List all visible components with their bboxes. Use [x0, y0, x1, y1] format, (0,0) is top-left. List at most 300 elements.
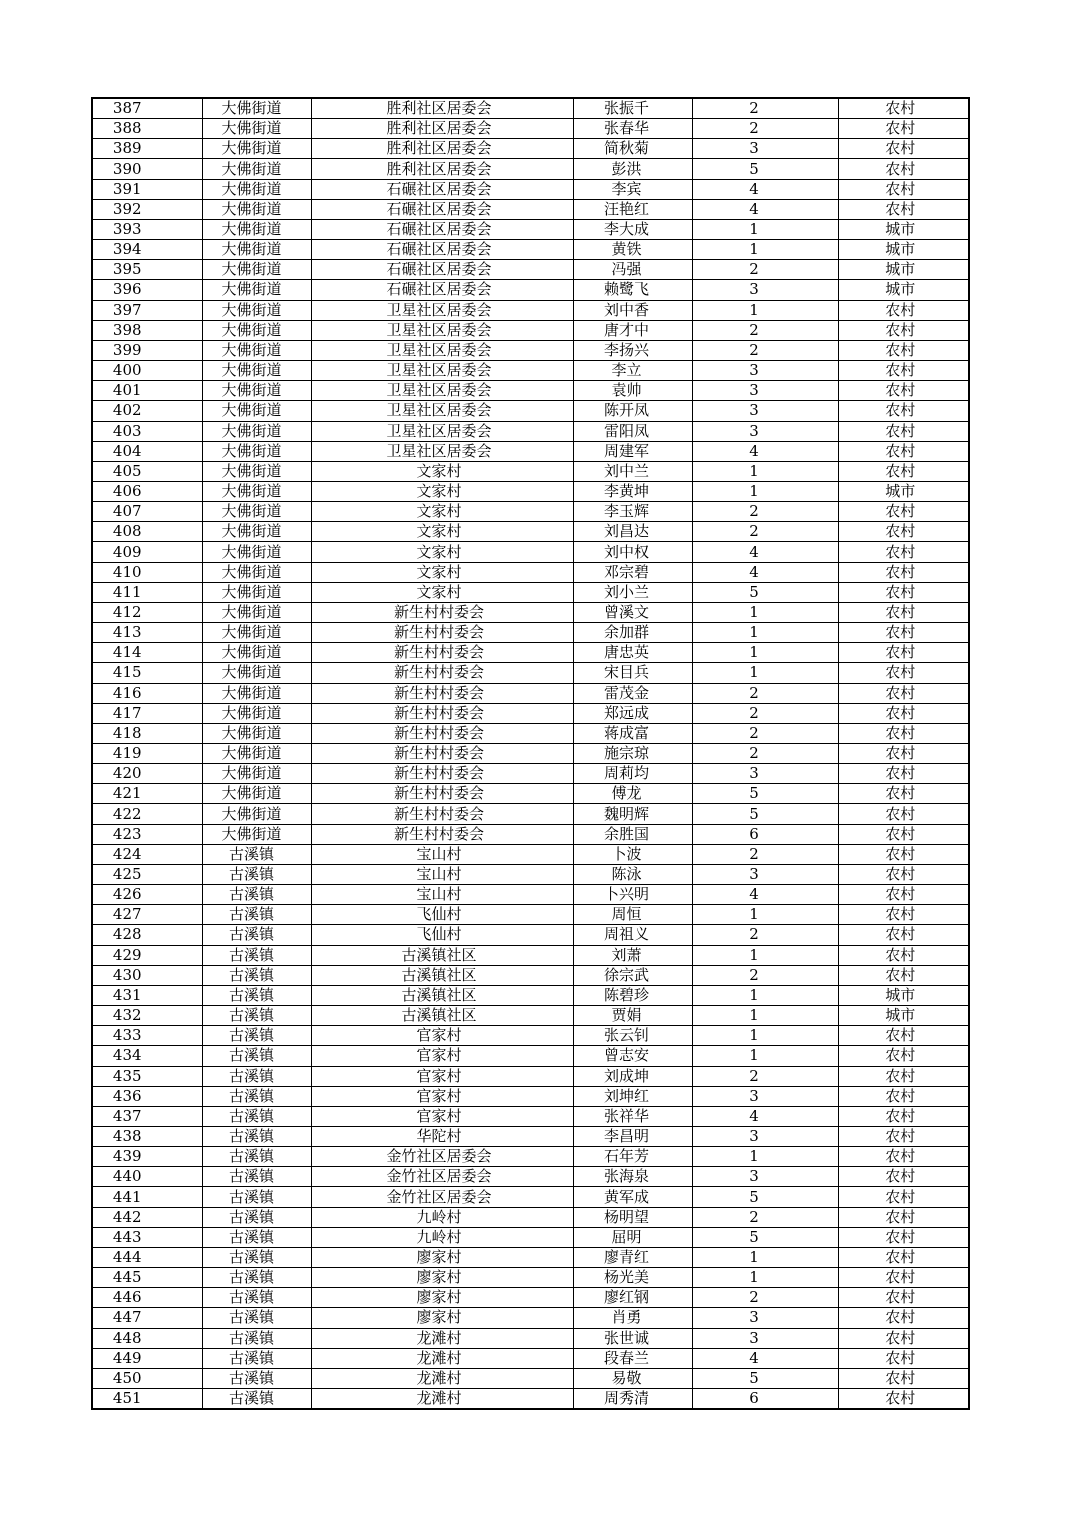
table-row [92, 441, 969, 461]
street-town-cell: 大佛街道 [202, 744, 311, 764]
table-row [92, 562, 969, 582]
type-cell: 农村 [838, 582, 969, 602]
community-cell: 古溪镇社区 [311, 945, 573, 965]
person-name-cell: 冯强 [573, 260, 692, 280]
table-row [92, 824, 969, 844]
community-cell: 石碾社区居委会 [311, 260, 573, 280]
street-town-cell: 古溪镇 [202, 1247, 311, 1267]
street-town-cell: 大佛街道 [202, 320, 311, 340]
table-row [92, 582, 969, 602]
person-name-cell: 刘中权 [573, 542, 692, 562]
type-cell: 农村 [838, 804, 969, 824]
street-town-cell: 古溪镇 [202, 1348, 311, 1368]
community-cell: 卫星社区居委会 [311, 421, 573, 441]
table-row [92, 381, 969, 401]
row-number-cell: 417 [92, 703, 202, 723]
street-town-cell: 大佛街道 [202, 683, 311, 703]
street-town-cell: 大佛街道 [202, 502, 311, 522]
person-name-cell: 李玉辉 [573, 502, 692, 522]
type-cell: 农村 [838, 643, 969, 663]
person-name-cell: 杨明望 [573, 1207, 692, 1227]
community-cell: 石碾社区居委会 [311, 199, 573, 219]
street-town-cell: 古溪镇 [202, 1389, 311, 1410]
table-row [92, 1046, 969, 1066]
table-row [92, 260, 969, 280]
table-row [92, 139, 969, 159]
table-row [92, 683, 969, 703]
person-name-cell: 周秀清 [573, 1389, 692, 1410]
community-cell: 文家村 [311, 562, 573, 582]
table-row [92, 1368, 969, 1388]
table-row [92, 280, 969, 300]
type-cell: 农村 [838, 441, 969, 461]
community-cell: 新生村村委会 [311, 784, 573, 804]
type-cell: 农村 [838, 602, 969, 622]
count-cell: 2 [692, 320, 838, 340]
count-cell: 2 [692, 1288, 838, 1308]
table-row [92, 179, 969, 199]
table-row [92, 219, 969, 239]
type-cell: 农村 [838, 1247, 969, 1267]
table-row [92, 1187, 969, 1207]
street-town-cell: 古溪镇 [202, 844, 311, 864]
row-number-cell: 408 [92, 522, 202, 542]
row-number-cell: 449 [92, 1348, 202, 1368]
community-cell: 新生村村委会 [311, 623, 573, 643]
street-town-cell: 大佛街道 [202, 542, 311, 562]
row-number-cell: 388 [92, 119, 202, 139]
community-cell: 九岭村 [311, 1227, 573, 1247]
community-cell: 胜利社区居委会 [311, 119, 573, 139]
type-cell: 农村 [838, 1328, 969, 1348]
row-number-cell: 426 [92, 885, 202, 905]
community-cell: 新生村村委会 [311, 602, 573, 622]
community-cell: 文家村 [311, 522, 573, 542]
street-town-cell: 古溪镇 [202, 1308, 311, 1328]
row-number-cell: 437 [92, 1106, 202, 1126]
person-name-cell: 黄军成 [573, 1187, 692, 1207]
community-cell: 新生村村委会 [311, 723, 573, 743]
person-name-cell: 易敬 [573, 1368, 692, 1388]
street-town-cell: 古溪镇 [202, 1126, 311, 1146]
street-town-cell: 古溪镇 [202, 925, 311, 945]
street-town-cell: 大佛街道 [202, 401, 311, 421]
count-cell: 4 [692, 199, 838, 219]
person-name-cell: 施宗琼 [573, 744, 692, 764]
person-name-cell: 魏明辉 [573, 804, 692, 824]
community-cell: 新生村村委会 [311, 804, 573, 824]
row-number-cell: 414 [92, 643, 202, 663]
community-cell: 文家村 [311, 502, 573, 522]
type-cell: 农村 [838, 764, 969, 784]
street-town-cell: 古溪镇 [202, 1106, 311, 1126]
community-cell: 卫星社区居委会 [311, 441, 573, 461]
street-town-cell: 大佛街道 [202, 199, 311, 219]
row-number-cell: 395 [92, 260, 202, 280]
person-name-cell: 周祖义 [573, 925, 692, 945]
row-number-cell: 400 [92, 361, 202, 381]
count-cell: 3 [692, 401, 838, 421]
community-cell: 官家村 [311, 1086, 573, 1106]
count-cell: 5 [692, 582, 838, 602]
person-name-cell: 陈泳 [573, 864, 692, 884]
community-cell: 卫星社区居委会 [311, 361, 573, 381]
count-cell: 6 [692, 824, 838, 844]
count-cell: 5 [692, 159, 838, 179]
community-cell: 廖家村 [311, 1247, 573, 1267]
community-cell: 官家村 [311, 1066, 573, 1086]
row-number-cell: 420 [92, 764, 202, 784]
row-number-cell: 436 [92, 1086, 202, 1106]
table-row [92, 1126, 969, 1146]
person-name-cell: 贾娟 [573, 1006, 692, 1026]
count-cell: 2 [692, 522, 838, 542]
count-cell: 5 [692, 784, 838, 804]
count-cell: 5 [692, 1227, 838, 1247]
street-town-cell: 大佛街道 [202, 300, 311, 320]
count-cell: 1 [692, 1247, 838, 1267]
street-town-cell: 大佛街道 [202, 441, 311, 461]
street-town-cell: 古溪镇 [202, 1288, 311, 1308]
count-cell: 1 [692, 240, 838, 260]
person-name-cell: 简秋菊 [573, 139, 692, 159]
table-row [92, 905, 969, 925]
row-number-cell: 441 [92, 1187, 202, 1207]
community-cell: 官家村 [311, 1046, 573, 1066]
person-name-cell: 刘中兰 [573, 461, 692, 481]
row-number-cell: 448 [92, 1328, 202, 1348]
type-cell: 城市 [838, 280, 969, 300]
community-cell: 金竹社区居委会 [311, 1147, 573, 1167]
person-name-cell: 李黄坤 [573, 481, 692, 501]
count-cell: 1 [692, 300, 838, 320]
table-row [92, 1066, 969, 1086]
person-name-cell: 傅龙 [573, 784, 692, 804]
row-number-cell: 423 [92, 824, 202, 844]
street-town-cell: 古溪镇 [202, 985, 311, 1005]
count-cell: 3 [692, 280, 838, 300]
street-town-cell: 大佛街道 [202, 481, 311, 501]
table-row [92, 864, 969, 884]
table-row [92, 300, 969, 320]
row-number-cell: 434 [92, 1046, 202, 1066]
community-cell: 卫星社区居委会 [311, 320, 573, 340]
table-row [92, 340, 969, 360]
count-cell: 5 [692, 1368, 838, 1388]
type-cell: 农村 [838, 1106, 969, 1126]
street-town-cell: 古溪镇 [202, 1006, 311, 1026]
type-cell: 农村 [838, 1167, 969, 1187]
type-cell: 农村 [838, 139, 969, 159]
person-name-cell: 刘坤红 [573, 1086, 692, 1106]
street-town-cell: 大佛街道 [202, 361, 311, 381]
person-name-cell: 黄铁 [573, 240, 692, 260]
table-row [92, 965, 969, 985]
type-cell: 农村 [838, 1308, 969, 1328]
row-number-cell: 404 [92, 441, 202, 461]
street-town-cell: 大佛街道 [202, 119, 311, 139]
table-row [92, 98, 969, 119]
type-cell: 农村 [838, 844, 969, 864]
street-town-cell: 大佛街道 [202, 219, 311, 239]
type-cell: 农村 [838, 683, 969, 703]
street-town-cell: 大佛街道 [202, 159, 311, 179]
community-cell: 宝山村 [311, 864, 573, 884]
community-cell: 新生村村委会 [311, 643, 573, 663]
person-name-cell: 廖红钢 [573, 1288, 692, 1308]
street-town-cell: 大佛街道 [202, 98, 311, 119]
count-cell: 3 [692, 381, 838, 401]
street-town-cell: 大佛街道 [202, 602, 311, 622]
person-name-cell: 张海泉 [573, 1167, 692, 1187]
person-name-cell: 雷阳凤 [573, 421, 692, 441]
community-cell: 文家村 [311, 582, 573, 602]
row-number-cell: 410 [92, 562, 202, 582]
row-number-cell: 429 [92, 945, 202, 965]
table-row [92, 764, 969, 784]
community-cell: 胜利社区居委会 [311, 139, 573, 159]
table-row [92, 1227, 969, 1247]
count-cell: 1 [692, 985, 838, 1005]
person-name-cell: 李扬兴 [573, 340, 692, 360]
count-cell: 1 [692, 643, 838, 663]
row-number-cell: 390 [92, 159, 202, 179]
type-cell: 农村 [838, 1207, 969, 1227]
street-town-cell: 古溪镇 [202, 1167, 311, 1187]
person-name-cell: 赖鹭飞 [573, 280, 692, 300]
person-name-cell: 杨光美 [573, 1268, 692, 1288]
type-cell: 农村 [838, 885, 969, 905]
row-number-cell: 398 [92, 320, 202, 340]
row-number-cell: 387 [92, 98, 202, 119]
table-row [92, 744, 969, 764]
person-name-cell: 周建军 [573, 441, 692, 461]
row-number-cell: 427 [92, 905, 202, 925]
type-cell: 农村 [838, 1147, 969, 1167]
table-row [92, 401, 969, 421]
row-number-cell: 389 [92, 139, 202, 159]
community-cell: 古溪镇社区 [311, 965, 573, 985]
table-row [92, 199, 969, 219]
person-name-cell: 余胜国 [573, 824, 692, 844]
count-cell: 3 [692, 864, 838, 884]
row-number-cell: 409 [92, 542, 202, 562]
count-cell: 4 [692, 542, 838, 562]
count-cell: 5 [692, 1187, 838, 1207]
row-number-cell: 440 [92, 1167, 202, 1187]
type-cell: 农村 [838, 159, 969, 179]
type-cell: 城市 [838, 985, 969, 1005]
street-town-cell: 大佛街道 [202, 703, 311, 723]
table-row [92, 320, 969, 340]
count-cell: 3 [692, 361, 838, 381]
table-row [92, 643, 969, 663]
type-cell: 农村 [838, 1187, 969, 1207]
type-cell: 农村 [838, 401, 969, 421]
count-cell: 2 [692, 844, 838, 864]
count-cell: 3 [692, 139, 838, 159]
person-name-cell: 邓宗碧 [573, 562, 692, 582]
row-number-cell: 438 [92, 1126, 202, 1146]
community-cell: 石碾社区居委会 [311, 280, 573, 300]
count-cell: 2 [692, 98, 838, 119]
count-cell: 2 [692, 1066, 838, 1086]
count-cell: 1 [692, 623, 838, 643]
person-name-cell: 刘中香 [573, 300, 692, 320]
table-row [92, 522, 969, 542]
street-town-cell: 古溪镇 [202, 1026, 311, 1046]
person-name-cell: 李宾 [573, 179, 692, 199]
person-name-cell: 段春兰 [573, 1348, 692, 1368]
type-cell: 农村 [838, 1268, 969, 1288]
table-row [92, 542, 969, 562]
type-cell: 农村 [838, 905, 969, 925]
street-town-cell: 古溪镇 [202, 945, 311, 965]
community-cell: 石碾社区居委会 [311, 179, 573, 199]
community-cell: 龙滩村 [311, 1368, 573, 1388]
row-number-cell: 402 [92, 401, 202, 421]
street-town-cell: 大佛街道 [202, 562, 311, 582]
type-cell: 农村 [838, 361, 969, 381]
type-cell: 城市 [838, 219, 969, 239]
count-cell: 5 [692, 804, 838, 824]
count-cell: 1 [692, 663, 838, 683]
type-cell: 农村 [838, 925, 969, 945]
type-cell: 农村 [838, 179, 969, 199]
row-number-cell: 418 [92, 723, 202, 743]
person-name-cell: 蒋成富 [573, 723, 692, 743]
count-cell: 4 [692, 1348, 838, 1368]
street-town-cell: 古溪镇 [202, 885, 311, 905]
row-number-cell: 403 [92, 421, 202, 441]
row-number-cell: 424 [92, 844, 202, 864]
table-row [92, 119, 969, 139]
street-town-cell: 大佛街道 [202, 421, 311, 441]
type-cell: 农村 [838, 965, 969, 985]
table-row [92, 885, 969, 905]
type-cell: 农村 [838, 340, 969, 360]
community-cell: 卫星社区居委会 [311, 300, 573, 320]
table-row [92, 1247, 969, 1267]
table-row [92, 240, 969, 260]
count-cell: 1 [692, 481, 838, 501]
type-cell: 城市 [838, 481, 969, 501]
type-cell: 农村 [838, 1086, 969, 1106]
count-cell: 4 [692, 1106, 838, 1126]
row-number-cell: 399 [92, 340, 202, 360]
row-number-cell: 392 [92, 199, 202, 219]
street-town-cell: 大佛街道 [202, 764, 311, 784]
street-town-cell: 大佛街道 [202, 663, 311, 683]
type-cell: 农村 [838, 1227, 969, 1247]
count-cell: 2 [692, 744, 838, 764]
person-name-cell: 徐宗武 [573, 965, 692, 985]
count-cell: 2 [692, 260, 838, 280]
community-cell: 九岭村 [311, 1207, 573, 1227]
community-cell: 华陀村 [311, 1126, 573, 1146]
row-number-cell: 447 [92, 1308, 202, 1328]
street-town-cell: 大佛街道 [202, 381, 311, 401]
count-cell: 3 [692, 1328, 838, 1348]
count-cell: 1 [692, 461, 838, 481]
table-row [92, 1348, 969, 1368]
person-name-cell: 陈碧珍 [573, 985, 692, 1005]
table-row [92, 361, 969, 381]
type-cell: 农村 [838, 98, 969, 119]
person-name-cell: 彭洪 [573, 159, 692, 179]
community-cell: 卫星社区居委会 [311, 401, 573, 421]
row-number-cell: 445 [92, 1268, 202, 1288]
street-town-cell: 大佛街道 [202, 582, 311, 602]
count-cell: 2 [692, 703, 838, 723]
person-name-cell: 刘昌达 [573, 522, 692, 542]
person-name-cell: 石年芳 [573, 1147, 692, 1167]
street-town-cell: 古溪镇 [202, 1207, 311, 1227]
count-cell: 2 [692, 340, 838, 360]
street-town-cell: 大佛街道 [202, 139, 311, 159]
count-cell: 3 [692, 764, 838, 784]
street-town-cell: 大佛街道 [202, 260, 311, 280]
type-cell: 城市 [838, 240, 969, 260]
community-cell: 飞仙村 [311, 905, 573, 925]
street-town-cell: 大佛街道 [202, 723, 311, 743]
table-row [92, 421, 969, 441]
table-row [92, 844, 969, 864]
person-name-cell: 袁帅 [573, 381, 692, 401]
count-cell: 1 [692, 905, 838, 925]
count-cell: 3 [692, 1086, 838, 1106]
person-name-cell: 宋目兵 [573, 663, 692, 683]
type-cell: 农村 [838, 320, 969, 340]
community-cell: 古溪镇社区 [311, 985, 573, 1005]
type-cell: 农村 [838, 119, 969, 139]
table-row [92, 1389, 969, 1410]
type-cell: 农村 [838, 1126, 969, 1146]
community-cell: 新生村村委会 [311, 764, 573, 784]
person-name-cell: 张春华 [573, 119, 692, 139]
count-cell: 1 [692, 602, 838, 622]
row-number-cell: 450 [92, 1368, 202, 1388]
community-cell: 卫星社区居委会 [311, 340, 573, 360]
count-cell: 1 [692, 1026, 838, 1046]
type-cell: 农村 [838, 502, 969, 522]
count-cell: 3 [692, 1126, 838, 1146]
type-cell: 农村 [838, 1026, 969, 1046]
community-cell: 胜利社区居委会 [311, 98, 573, 119]
table-row [92, 1308, 969, 1328]
table-row [92, 1147, 969, 1167]
table-row [92, 985, 969, 1005]
type-cell: 农村 [838, 1389, 969, 1410]
community-cell: 飞仙村 [311, 925, 573, 945]
row-number-cell: 391 [92, 179, 202, 199]
row-number-cell: 406 [92, 481, 202, 501]
street-town-cell: 古溪镇 [202, 1268, 311, 1288]
type-cell: 农村 [838, 381, 969, 401]
community-cell: 龙滩村 [311, 1328, 573, 1348]
row-number-cell: 444 [92, 1247, 202, 1267]
row-number-cell: 421 [92, 784, 202, 804]
community-cell: 石碾社区居委会 [311, 219, 573, 239]
street-town-cell: 古溪镇 [202, 1368, 311, 1388]
street-town-cell: 古溪镇 [202, 1227, 311, 1247]
street-town-cell: 大佛街道 [202, 280, 311, 300]
community-cell: 卫星社区居委会 [311, 381, 573, 401]
person-name-cell: 雷茂金 [573, 683, 692, 703]
community-cell: 官家村 [311, 1106, 573, 1126]
table-row [92, 663, 969, 683]
person-name-cell: 周莉均 [573, 764, 692, 784]
